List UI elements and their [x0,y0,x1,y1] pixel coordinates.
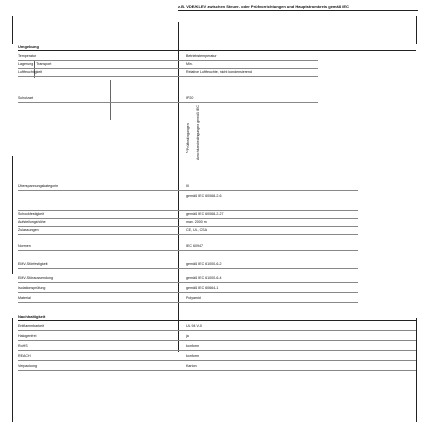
row-value: Karton [186,364,197,368]
page-title: z.B. VDE/KLEV zwischen Steuer- oder Prüfvorrichtungen und Hauptstromkreis gemäß IEC [178,4,349,9]
row-value: gemäß IEC 61000-6-4 [186,276,222,280]
row-rule [18,268,358,269]
row-rule [18,76,318,77]
vertical-label-left: Prüfbedingungen [186,123,190,150]
row-rule [18,210,358,211]
section-umgebung: Umgebung [18,44,39,49]
row-rule [18,282,358,283]
margin-rule-right-top [416,16,417,44]
row-rule [18,340,416,341]
row-label: Isolationsprüfung [18,286,46,290]
section-nachhaltigkeit-rule [18,320,416,321]
margin-rule-right-bottom [416,318,417,422]
short-rule-b [110,80,111,120]
row-rule [18,292,358,293]
row-rule [18,370,416,371]
row-value: III [186,184,189,188]
row-label: Zulassungen [18,228,39,232]
row-label: Überspannungskategorie [18,184,59,188]
margin-rule-mid [12,156,13,274]
row-rule [18,350,416,351]
row-rule [18,190,358,191]
row-value: gemäß IEC 60664-1 [186,286,219,290]
row-value: gemäß IEC 60068-2-6 [186,194,222,198]
row-rule [18,250,358,251]
row-value: 2 [186,150,188,154]
row-rule [18,218,358,219]
row-rule [18,68,318,69]
row-label: Schockfestigkeit [18,212,44,216]
row-label: RoHS [18,344,28,348]
row-label: Schutzart [18,96,34,100]
row-label: Temperatur [18,54,37,58]
row-rule [18,330,416,331]
row-label: Halogenfrei [18,334,37,338]
row-label: EMV-Störaussendung [18,276,53,280]
section-umgebung-rule [18,50,416,51]
row-rule [18,234,358,235]
margin-rule-bottom [12,318,13,422]
vertical-label-mid: Anschlussbedingungen gemäß IEC [196,105,200,160]
row-label: Normen [18,244,31,248]
row-value: ja [186,334,189,338]
row-label: Luftfeuchtigkeit [18,70,43,74]
row-label: Verpackung [18,364,37,368]
row-value: Min. [186,62,193,66]
row-label: Entflammbarkeit [18,324,44,328]
row-rule [18,360,416,361]
row-value: konform [186,354,199,358]
row-rule [18,102,318,103]
row-rule [18,60,318,61]
row-value: Betriebstemperatur [186,54,217,58]
title-underline [178,10,418,11]
row-value: max. 2000 m [186,220,207,224]
row-label: Lagerung / Transport [18,62,52,66]
row-value: CE, UL, CSA [186,228,207,232]
row-value: UL 94 V-0 [186,324,202,328]
row-rule [18,226,358,227]
row-value: IP20 [186,96,194,100]
row-label: REACH [18,354,31,358]
row-value: Relative Luftfeuchte, nicht kondensierend [186,70,252,74]
row-value: Polyamid [186,296,201,300]
row-label: Material [18,296,31,300]
row-label: EMV-Störfestigkeit [18,262,48,266]
section-nachhaltigkeit: Nachhaltigkeit [18,314,46,319]
row-rule [18,302,358,303]
margin-rule-top [12,16,13,44]
row-value: IEC 60947 [186,244,203,248]
row-label: Aufstellungshöhe [18,220,46,224]
row-value: gemäß IEC 60068-2-27 [186,212,224,216]
row-value: konform [186,344,199,348]
row-value: gemäß IEC 61000-6-2 [186,262,222,266]
